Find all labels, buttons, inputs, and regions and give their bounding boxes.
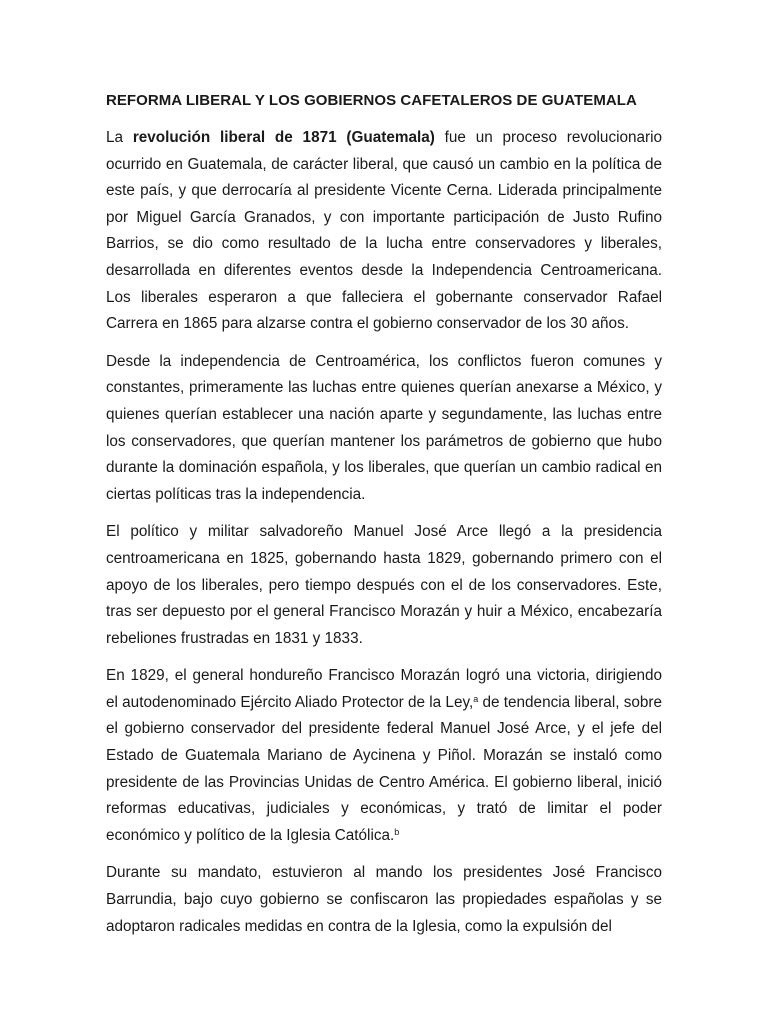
paragraph-1-bold-term: revolución liberal de 1871 (Guatemala) [132, 129, 435, 146]
paragraph-2: Desde la independencia de Centroamérica, los conflictos fueron comunes y constantes, primeramente las luchas entre quienes querían anexarse a México, y quienes querían establecer una nación aparte y segundamente, las luchas entre los conservadores, que querían mantener los parámetros de gobierno que hubo durante la dominación española, y los liberales, que querían un cambio radical en ciertas políticas tras la independencia. [106, 352, 662, 503]
paragraph-4-text-2: de tendencia liberal, sobre el gobierno conservador del presidente federal Manuel José Arce, y el jefe del Estado de Guatemala Mariano de Aycinena y Piñol. Morazán se instaló como presidente de las Provincias Unidas de Centro América. El gobierno liberal, inició reformas educativas, judiciales y económicas, y trató de limitar el poder económico y político de la Iglesia Católica. [106, 693, 662, 844]
paragraph-1-text: fue un proceso revolucionario ocurrido en Guatemala, de carácter liberal, que causó un cambio en la política de este país, y que derrocaría al presidente Vicente Cerna. Liderada principalmente por Miguel García Granados, y con importante participación de Justo Rufino Barrios, se dio como resultado de la lucha entre conservadores y liberales, desarrollada en diferentes eventos desde la Independencia Centroamericana. Los liberales esperaron a que falleciera el gobernante conservador Rafael Carrera en 1865 para alzarse contra el gobierno conservador de los 30 años. [106, 129, 663, 333]
paragraph-1-lead: La [106, 129, 133, 146]
paragraph-5: Durante su mandato, estuvieron al mando los presidentes José Francisco Barrundia, bajo cuyo gobierno se confiscaron las propiedades españolas y se adoptaron radicales medidas en contra de la Iglesia, como la expulsión del [106, 864, 662, 935]
document-title: REFORMA LIBERAL Y LOS GOBIERNOS CAFETALEROS DE GUATEMALA [106, 92, 637, 109]
paragraph-4-text-1: En 1829, el general hondureño Francisco Morazán logró una victoria, dirigiendo el autodenominado Ejército Aliado Protector de la Ley, [106, 667, 662, 711]
paragraph-4 [106, 663, 662, 849]
paragraph-3: El político y militar salvadoreño Manuel José Arce llegó a la presidencia centroamericana en 1825, gobernando hasta 1829, gobernando primero con el apoyo de los liberales, pero tiempo después con el de los conservadores. Este, tras ser depuesto por el general Francisco Morazán y huir a México, encabezaría rebeliones frustradas en 1831 y 1833. [106, 523, 662, 647]
footnote-marker-a: a [473, 693, 479, 704]
footnote-marker-b: b [394, 826, 400, 837]
paragraph-1 [106, 125, 662, 338]
